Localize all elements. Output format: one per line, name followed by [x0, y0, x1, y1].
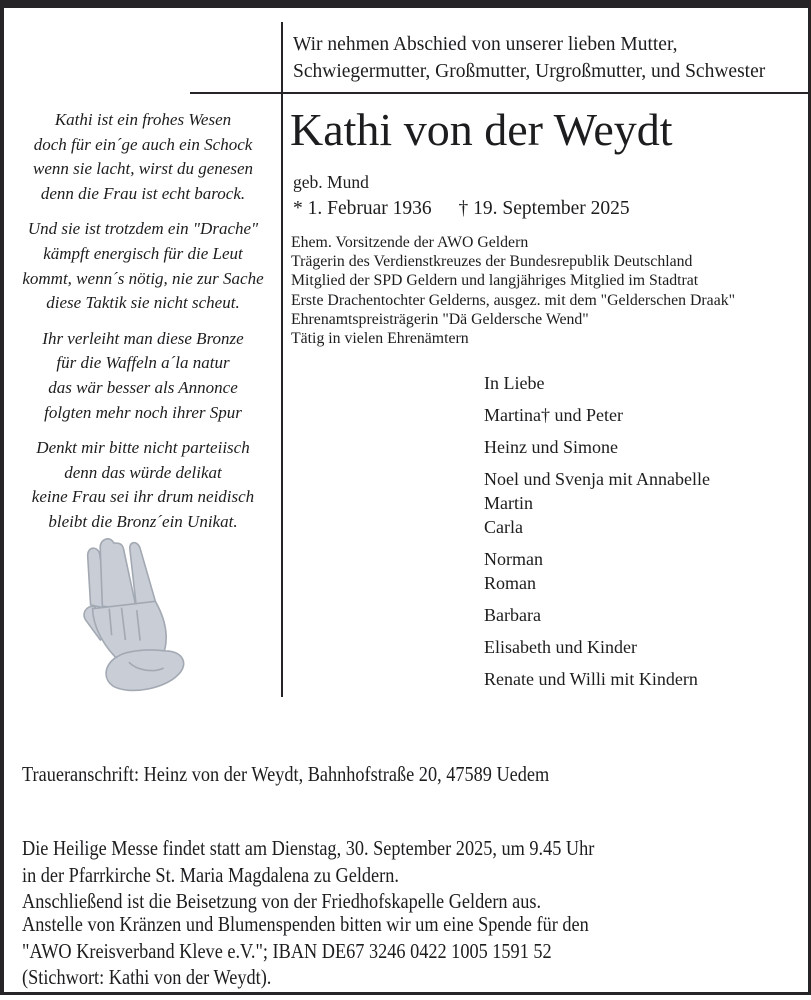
honor-line: Tätig in vielen Ehrenämtern — [291, 330, 469, 348]
honor-line: Ehem. Vorsitzende der AWO Geldern — [291, 234, 529, 251]
poem-line: kämpft energisch für die Leut — [43, 243, 243, 263]
poem-line: für die Waffeln a´la natur — [56, 353, 230, 373]
honor-line: Ehrenamtspreisträgerin "Dä Geldersche Wend" — [291, 310, 589, 328]
service-line: Die Heilige Messe findet statt am Dienstag, 30. September 2025, um 9.45 Uhr — [22, 836, 595, 860]
vertical-divider — [281, 22, 283, 697]
header-intro-line2: Schwiegermutter, Großmutter, Urgroßmutter, und Schwester — [293, 61, 766, 82]
life-dates — [293, 198, 630, 220]
poem-line: diese Taktik sie nicht scheut. — [46, 293, 240, 313]
praying-hands-icon — [52, 532, 217, 704]
mourner-line: In Liebe — [484, 373, 545, 393]
service-line: in der Pfarrkirche St. Maria Magdalena zu Geldern. — [22, 862, 399, 887]
poem-stanza — [6, 436, 280, 534]
donation-line: Anstelle von Kränzen und Blumenspenden bitten wir um eine Spende für den — [22, 912, 589, 936]
mourner-line: Martin — [484, 493, 533, 513]
poem-line: Denkt mir bitte nicht parteiisch — [36, 438, 250, 458]
donation-line: (Stichwort: Kathi von der Weydt). — [22, 965, 272, 989]
header-intro — [293, 31, 765, 85]
header-intro-line1: Wir nehmen Abschied von unserer lieben Mutter, — [293, 34, 678, 55]
mourner-line: Roman — [484, 573, 536, 593]
poem-stanza — [6, 327, 280, 425]
mourner-line: Martina† und Peter — [484, 405, 623, 425]
honors-list — [291, 233, 735, 348]
birth-date: * 1. Februar 1936 — [293, 198, 432, 219]
funeral-service-info — [22, 835, 594, 915]
mourner-line: Heinz und Simone — [484, 437, 618, 457]
mourner-group — [484, 635, 710, 659]
poem-line: wenn sie lacht, wirst du genesen — [32, 159, 254, 179]
poem-line: das wär besser als Annonce — [48, 377, 238, 397]
mourners-list — [484, 371, 710, 699]
honor-line: Trägerin des Verdienstkreuzes der Bundesrepublik Deutschland — [291, 253, 693, 271]
mourner-group — [484, 467, 710, 539]
mourner-line: Carla — [484, 517, 523, 537]
mourning-address — [22, 761, 549, 788]
mourner-group — [484, 435, 710, 459]
mourner-line: Elisabeth und Kinder — [484, 637, 637, 657]
donation-line: "AWO Kreisverband Kleve e.V."; IBAN DE67 3246 0422 1005 1591 52 — [22, 938, 552, 963]
deceased-name: Kathi von der Weydt — [290, 104, 673, 155]
mourner-line: Norman — [484, 549, 543, 569]
memorial-poem — [6, 108, 280, 546]
mourner-group — [484, 667, 710, 691]
mourner-group — [484, 547, 710, 595]
donation-info — [22, 911, 589, 991]
mourners-intro — [484, 371, 710, 395]
poem-line: denn das würde delikat — [64, 462, 222, 482]
mourning-address-line: Traueranschrift: Heinz von der Weydt, Bahnhofstraße 20, 47589 Uedem — [22, 762, 550, 786]
poem-line: doch für ein´ge auch ein Schock — [33, 134, 253, 154]
mourner-line: Renate und Willi mit Kindern — [484, 669, 698, 689]
poem-line: bleibt die Bronz´ein Unikat. — [48, 511, 238, 531]
maiden-name: geb. Mund — [293, 172, 369, 192]
poem-line: Ihr verleiht man diese Bronze — [42, 328, 244, 348]
poem-line: Und sie ist trotzdem ein "Drache" — [27, 219, 259, 239]
poem-line: folgten mehr noch ihrer Spur — [44, 402, 242, 422]
service-line: Anschließend ist die Beisetzung von der Friedhofskapelle Geldern aus. — [22, 889, 542, 913]
header-rule — [190, 92, 808, 94]
mourner-line: Noel und Svenja mit Annabelle — [484, 469, 710, 489]
poem-stanza — [6, 108, 280, 206]
mourner-line: Barbara — [484, 605, 541, 625]
poem-line: kommt, wenn´s nötig, nie zur Sache — [22, 268, 264, 288]
poem-stanza — [6, 217, 280, 315]
mourner-group — [484, 603, 710, 627]
poem-line: denn die Frau ist echt barock. — [40, 183, 246, 203]
honor-line: Mitglied der SPD Geldern und langjähriges Mitglied im Stadtrat — [291, 272, 699, 290]
poem-line: Kathi ist ein frohes Wesen — [54, 110, 232, 129]
poem-line: keine Frau sei ihr drum neidisch — [31, 487, 255, 507]
honor-line: Erste Drachentochter Gelderns, ausgez. mit dem "Gelderschen Draak" — [291, 291, 736, 309]
death-date: † 19. September 2025 — [458, 198, 630, 219]
mourner-group — [484, 403, 710, 427]
